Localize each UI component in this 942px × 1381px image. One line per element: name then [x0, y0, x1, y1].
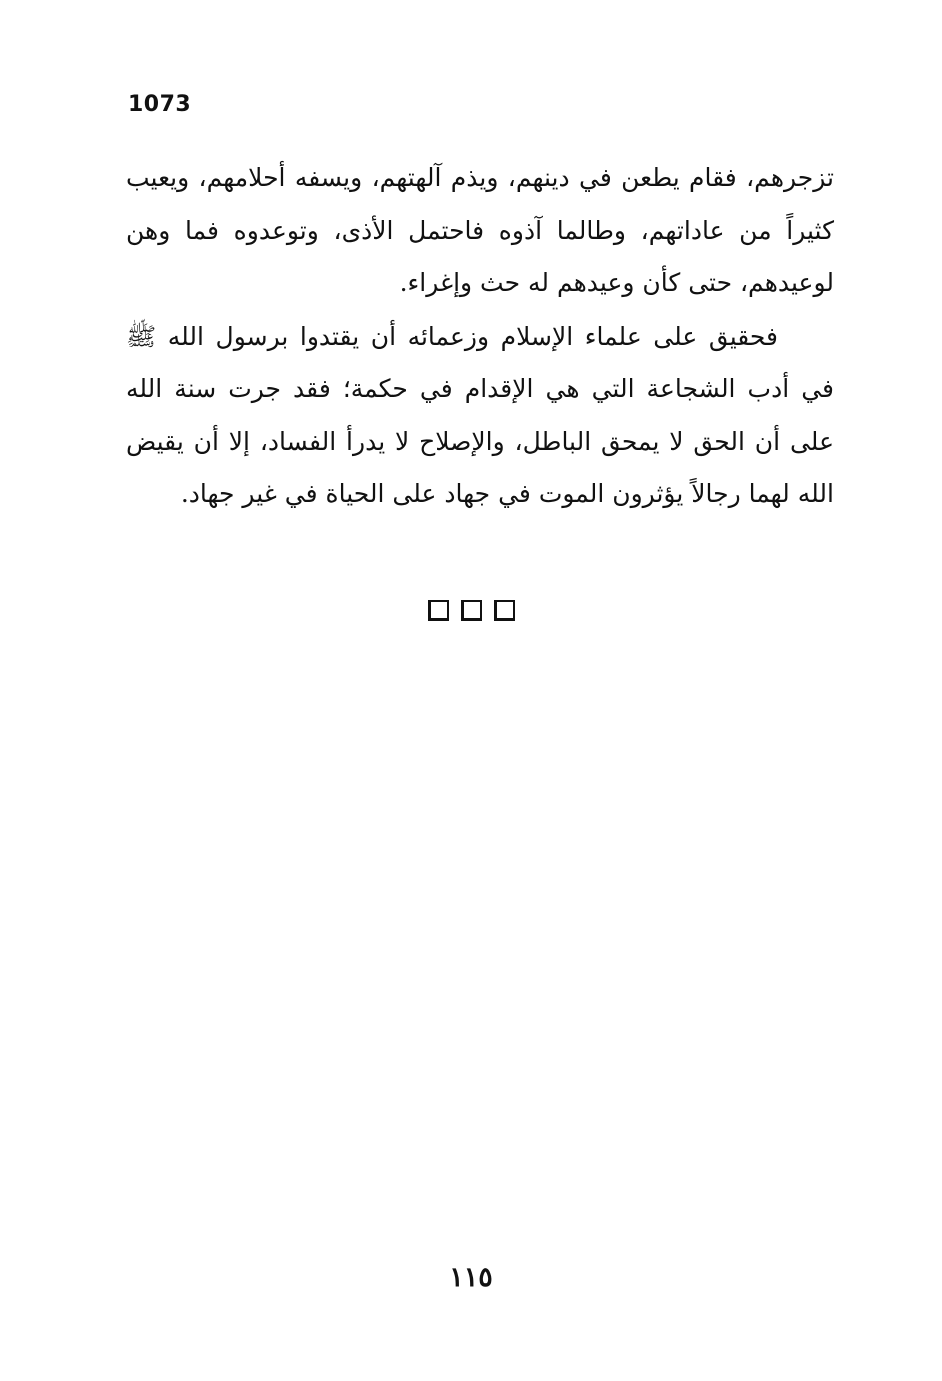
paragraph-continued: تزجرهم، فقام يطعن في دينهم، ويذم آلهتهم، ويسفه أحلامهم، ويعيب كثيراً من عاداتهم، وطالما آذوه فاحتمل الأذى، وتوعدوه فما وهن لوعيدهم، حتى كأن وعيدهم له حث وإغراء.	[126, 163, 835, 297]
square-ornament-icon	[494, 600, 515, 621]
square-ornament-icon	[428, 600, 449, 621]
paragraph-main: فحقيق على علماء الإسلام وزعمائه أن يقتدوا برسول الله ﷺ في أدب الشجاعة التي هي الإقدام في حكمة؛ فقد جرت سنة الله على أن الحق لا يمحق الباطل، والإصلاح لا يدرأ الفساد، إلا أن يقيض الله لهما رجالاً يؤثرون الموت في جهاد على الحياة في غير جهاد.	[126, 321, 834, 508]
square-ornament-icon	[461, 600, 482, 621]
folio-number: 1073	[128, 92, 192, 117]
page-number: ١١٥	[449, 1262, 493, 1293]
section-divider	[0, 600, 942, 621]
body-text	[126, 152, 834, 521]
